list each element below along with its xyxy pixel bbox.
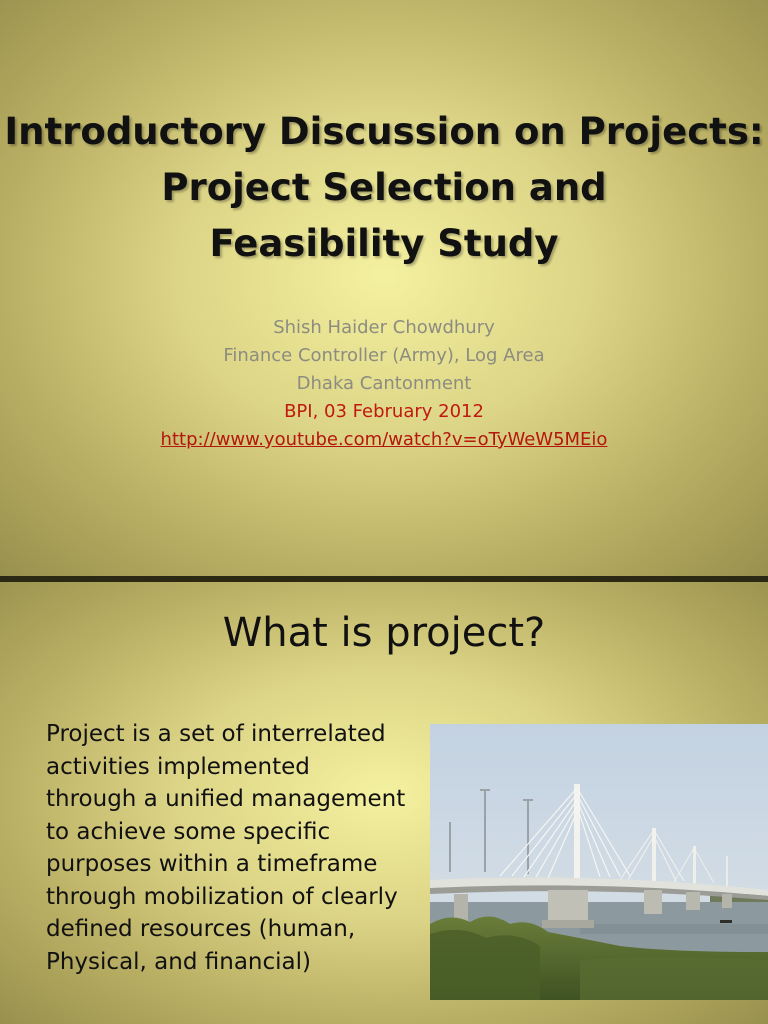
author-location: Dhaka Cantonment	[296, 373, 472, 394]
slide-2	[0, 582, 768, 1024]
bridge-photo	[430, 724, 768, 1000]
slide-title	[0, 104, 768, 272]
definition-paragraph: Project is a set of interrelated activities implemented through a unified management to achieve some specific purposes within a timeframe through mobilization of clearly defined resources (human, Physical, and financial)	[46, 721, 406, 975]
youtube-link[interactable]: http://www.youtube.com/watch?v=oTyWeW5MEio	[160, 429, 608, 450]
title-line-2: Project Selection and	[161, 166, 607, 209]
slide-title: What is project?	[222, 610, 546, 656]
title-line-1: Introductory Discussion on Projects:	[4, 110, 764, 153]
subtitle-block	[0, 314, 768, 454]
bridge-photo-icon	[430, 724, 768, 1000]
definition-text	[46, 718, 406, 978]
event-date: BPI, 03 February 2012	[284, 401, 484, 422]
author-position: Finance Controller (Army), Log Area	[223, 345, 545, 366]
title-line-3: Feasibility Study	[209, 222, 559, 265]
author-name: Shish Haider Chowdhury	[273, 317, 495, 338]
